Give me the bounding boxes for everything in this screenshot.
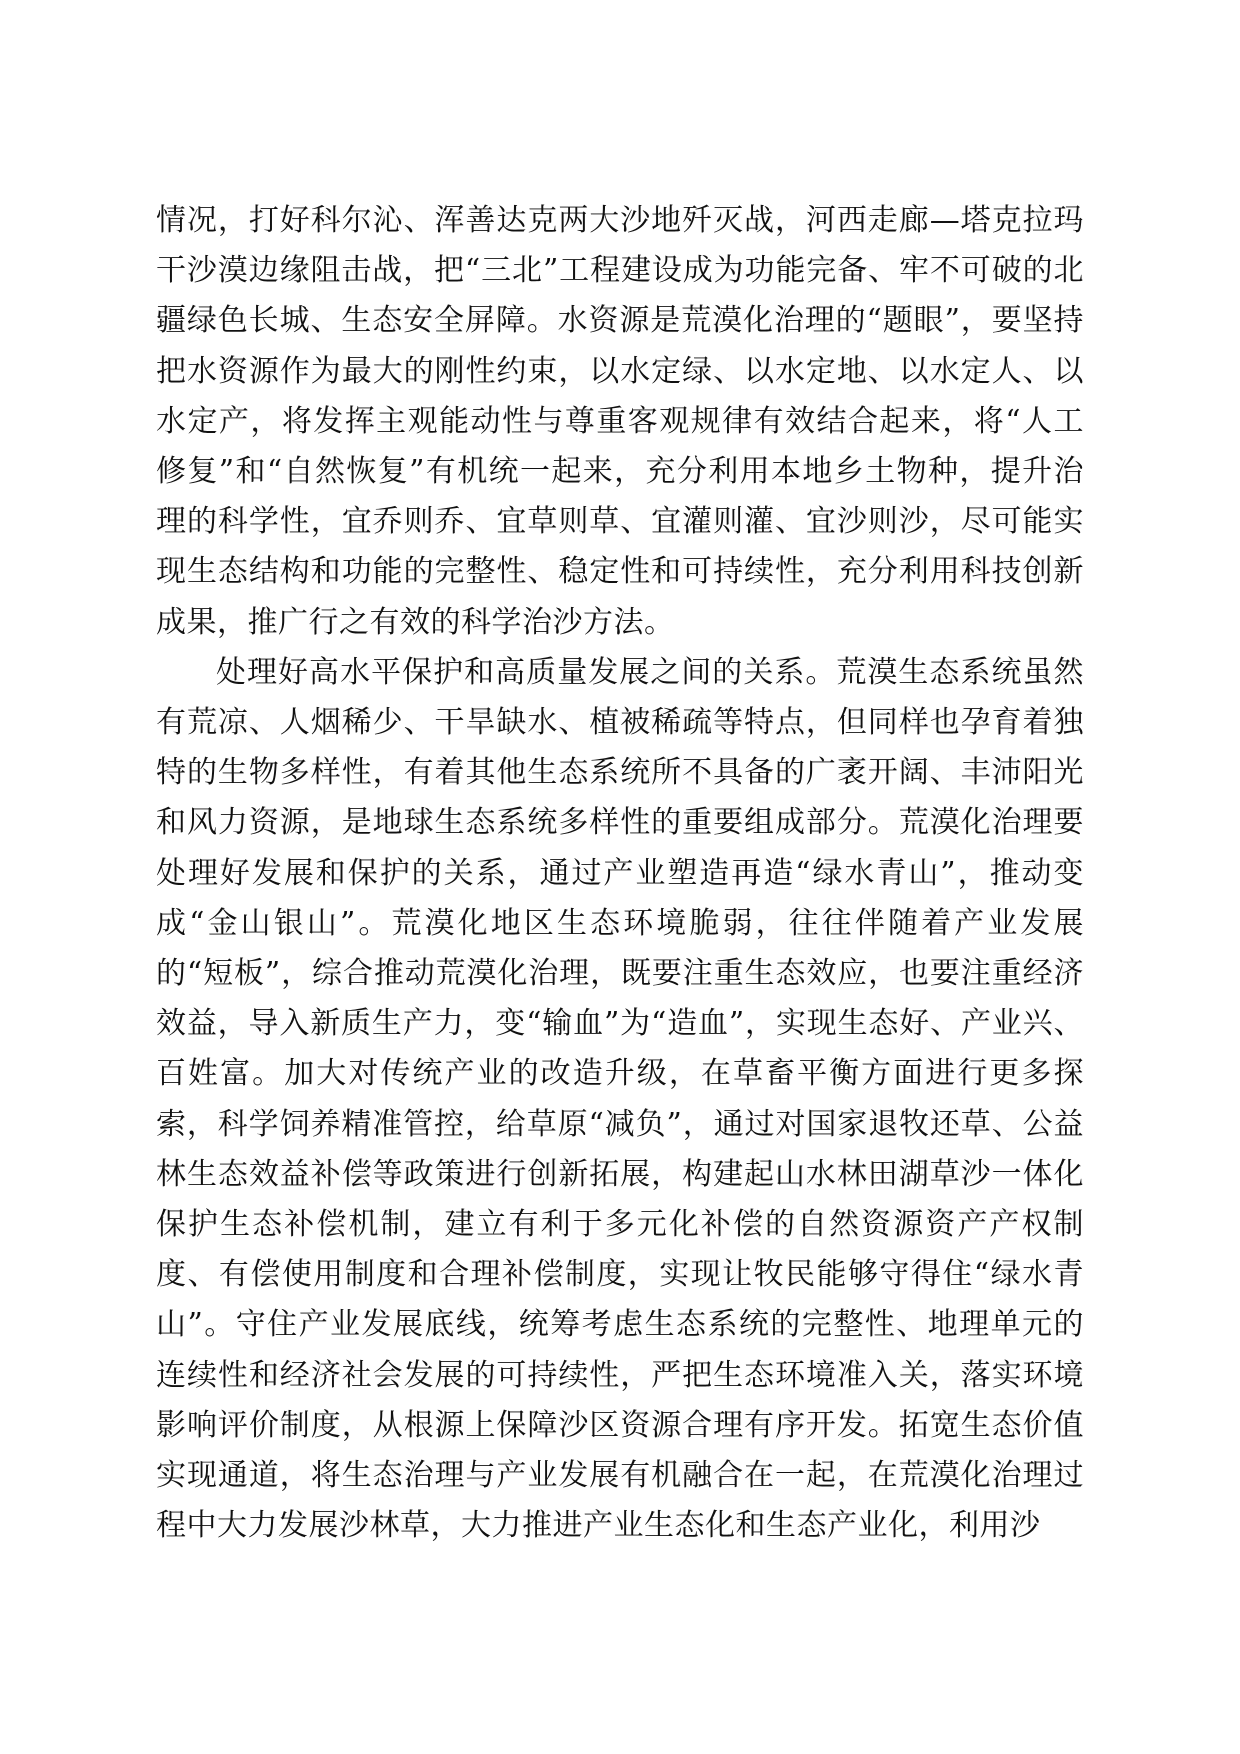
body-text <box>156 196 1084 1551</box>
paragraph-protection-development: 处理好高水平保护和高质量发展之间的关系。荒漠生态系统虽然有荒凉、人烟稀少、干旱缺水、植被稀疏等特点，但同样也孕育着独特的生物多样性，有着其他生态系统所不具备的广袤开阔、丰沛阳光和风力资源，是地球生态系统多样性的重要组成部分。荒漠化治理要处理好发展和保护的关系，通过产业塑造再造“绿水青山”，推动变成“金山银山”。荒漠化地区生态环境脆弱，往往伴随着产业发展的“短板”，综合推动荒漠化治理，既要注重生态效应，也要注重经济效益，导入新质生产力，变“输血”为“造血”，实现生态好、产业兴、百姓富。加大对传统产业的改造升级，在草畜平衡方面进行更多探索，科学饲养精准管控，给草原“减负”，通过对国家退牧还草、公益林生态效益补偿等政策进行创新拓展，构建起山水林田湖草沙一体化保护生态补偿机制，建立有利于多元化补偿的自然资源资产产权制度、有偿使用制度和合理补偿制度，实现让牧民能够守得住“绿水青山”。守住产业发展底线，统筹考虑生态系统的完整性、地理单元的连续性和经济社会发展的可持续性，严把生态环境准入关，落实环境影响评价制度，从根源上保障沙区资源合理有序开发。拓宽生态价值实现通道，将生态治理与产业发展有机融合在一起，在荒漠化治理过程中大力发展沙林草，大力推进产业生态化和生态产业化，利用沙 <box>156 654 1084 1544</box>
paragraph-continuation: 情况，打好科尔沁、浑善达克两大沙地歼灭战，河西走廊—塔克拉玛干沙漠边缘阻击战，把“三北”工程建设成为功能完备、牢不可破的北疆绿色长城、生态安全屏障。水资源是荒漠化治理的“题眼”，要坚持把水资源作为最大的刚性约束，以水定绿、以水定地、以水定人、以水定产，将发挥主观能动性与尊重客观规律有效结合起来，将“人工修复”和“自然恢复”有机统一起来，充分利用本地乡土物种，提升治理的科学性，宜乔则乔、宜草则草、宜灌则灌、宜沙则沙，尽可能实现生态结构和功能的完整性、稳定性和可持续性，充分利用科技创新成果，推广行之有效的科学治沙方法。 <box>156 203 1084 640</box>
